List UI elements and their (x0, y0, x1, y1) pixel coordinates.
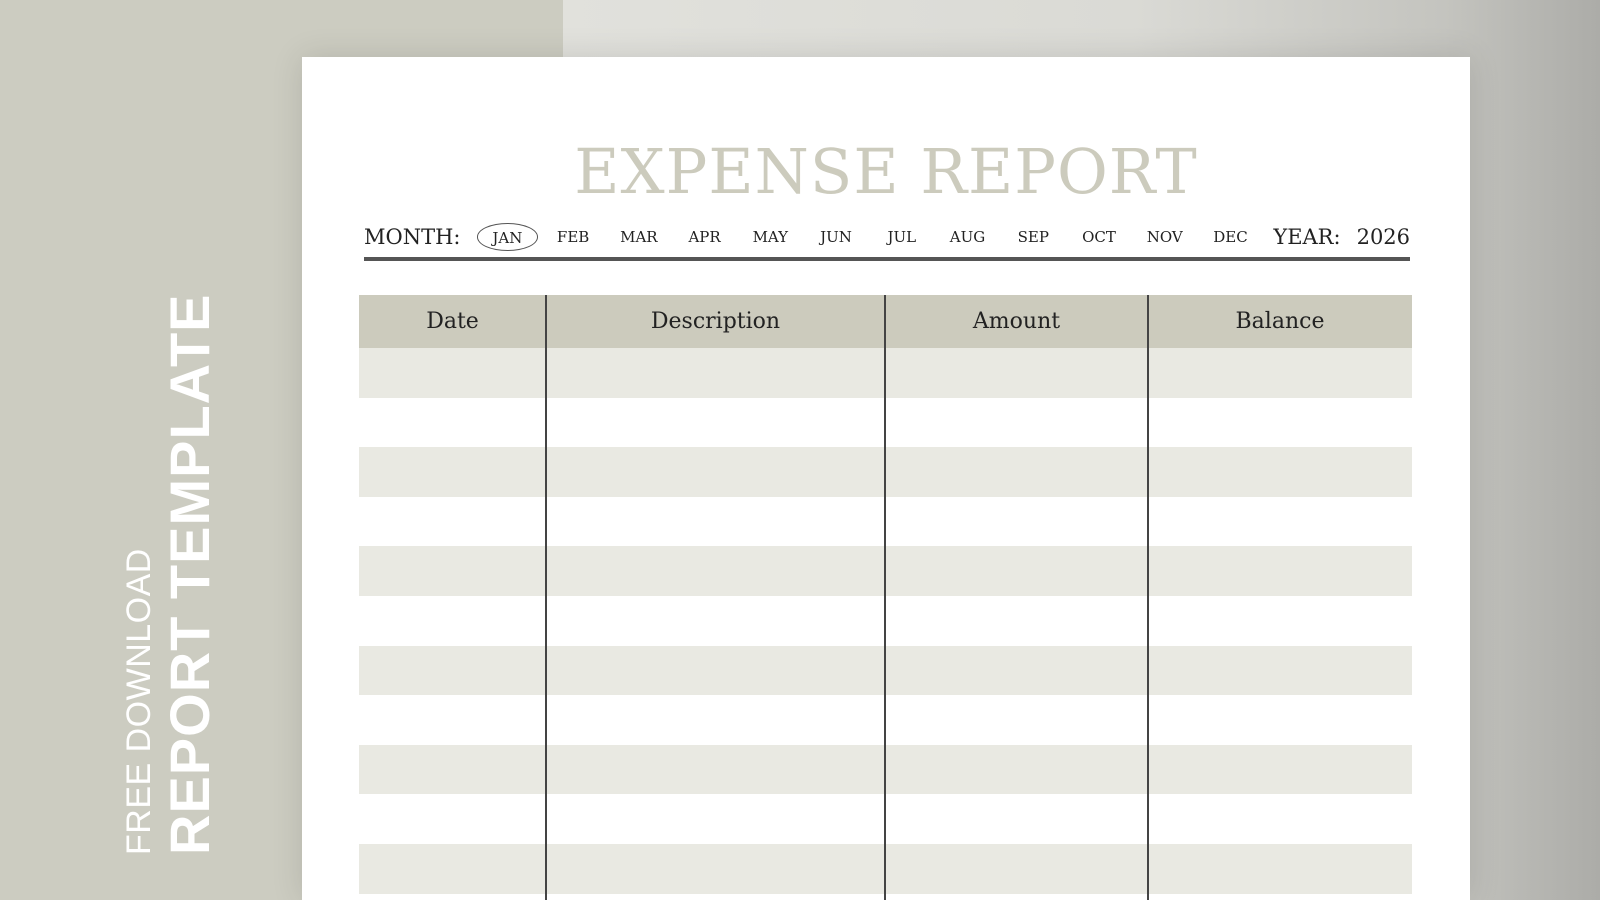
amount-cell[interactable] (885, 546, 1148, 596)
amount-cell[interactable] (885, 646, 1148, 696)
amount-cell[interactable] (885, 348, 1148, 398)
balance-cell[interactable] (1148, 596, 1412, 646)
balance-cell[interactable] (1148, 447, 1412, 497)
balance-cell[interactable] (1148, 844, 1412, 894)
balance-cell[interactable] (1148, 646, 1412, 696)
column-header-date: Date (426, 309, 479, 334)
balance-cell[interactable] (1148, 398, 1412, 448)
amount-cell[interactable] (885, 596, 1148, 646)
column-divider (884, 295, 886, 900)
document-title: EXPENSE REPORT (574, 135, 1198, 208)
description-cell[interactable] (546, 546, 885, 596)
column-header-balance: Balance (1235, 309, 1325, 334)
header-divider (364, 257, 1410, 261)
month-label: MONTH: (364, 225, 461, 249)
month-option-jul[interactable]: JUL (887, 228, 917, 246)
month-option-nov[interactable]: NOV (1146, 228, 1183, 246)
balance-cell[interactable] (1148, 348, 1412, 398)
month-option-may[interactable]: MAY (752, 228, 789, 246)
description-cell[interactable] (546, 348, 885, 398)
description-cell[interactable] (546, 844, 885, 894)
amount-cell[interactable] (885, 844, 1148, 894)
balance-cell[interactable] (1148, 695, 1412, 745)
date-cell[interactable] (359, 398, 546, 448)
balance-cell[interactable] (1148, 745, 1412, 795)
month-option-feb[interactable]: FEB (556, 228, 590, 246)
amount-cell[interactable] (885, 695, 1148, 745)
date-cell[interactable] (359, 447, 546, 497)
date-cell[interactable] (359, 348, 546, 398)
date-cell[interactable] (359, 695, 546, 745)
description-cell[interactable] (546, 745, 885, 795)
month-option-mar[interactable]: MAR (620, 228, 658, 246)
amount-cell[interactable] (885, 398, 1148, 448)
balance-cell[interactable] (1148, 497, 1412, 547)
year-label: YEAR: (1273, 225, 1341, 249)
column-divider (1147, 295, 1149, 900)
balance-cell[interactable] (1148, 546, 1412, 596)
amount-cell[interactable] (885, 447, 1148, 497)
month-option-aug[interactable]: AUG (949, 228, 986, 246)
description-cell[interactable] (546, 398, 885, 448)
amount-cell[interactable] (885, 794, 1148, 844)
report-template-text: REPORT TEMPLATE (158, 293, 221, 855)
date-cell[interactable] (359, 844, 546, 894)
date-cell[interactable] (359, 546, 546, 596)
date-cell[interactable] (359, 646, 546, 696)
free-download-text: FREE DOWNLOAD (120, 548, 158, 855)
month-option-jun[interactable]: JUN (820, 228, 852, 246)
amount-cell[interactable] (885, 745, 1148, 795)
amount-cell[interactable] (885, 497, 1148, 547)
description-cell[interactable] (546, 447, 885, 497)
document-page (302, 57, 1470, 900)
description-cell[interactable] (546, 794, 885, 844)
balance-cell[interactable] (1148, 794, 1412, 844)
column-header-amount: Amount (972, 309, 1061, 334)
description-cell[interactable] (546, 646, 885, 696)
month-option-oct[interactable]: OCT (1082, 228, 1116, 246)
month-option-dec[interactable]: DEC (1213, 228, 1248, 246)
side-caption (120, 293, 220, 855)
date-cell[interactable] (359, 745, 546, 795)
month-option-jan[interactable]: JAN (477, 223, 539, 251)
description-cell[interactable] (546, 596, 885, 646)
description-cell[interactable] (546, 695, 885, 745)
date-cell[interactable] (359, 794, 546, 844)
month-option-apr[interactable]: APR (688, 228, 721, 246)
description-cell[interactable] (546, 497, 885, 547)
date-cell[interactable] (359, 497, 546, 547)
month-selector (364, 221, 1410, 253)
date-cell[interactable] (359, 596, 546, 646)
month-option-sep[interactable]: SEP (1017, 228, 1049, 246)
year-value[interactable]: 2026 (1356, 225, 1411, 249)
expense-table (359, 295, 1412, 894)
column-header-description: Description (650, 309, 781, 334)
column-divider (545, 295, 547, 900)
